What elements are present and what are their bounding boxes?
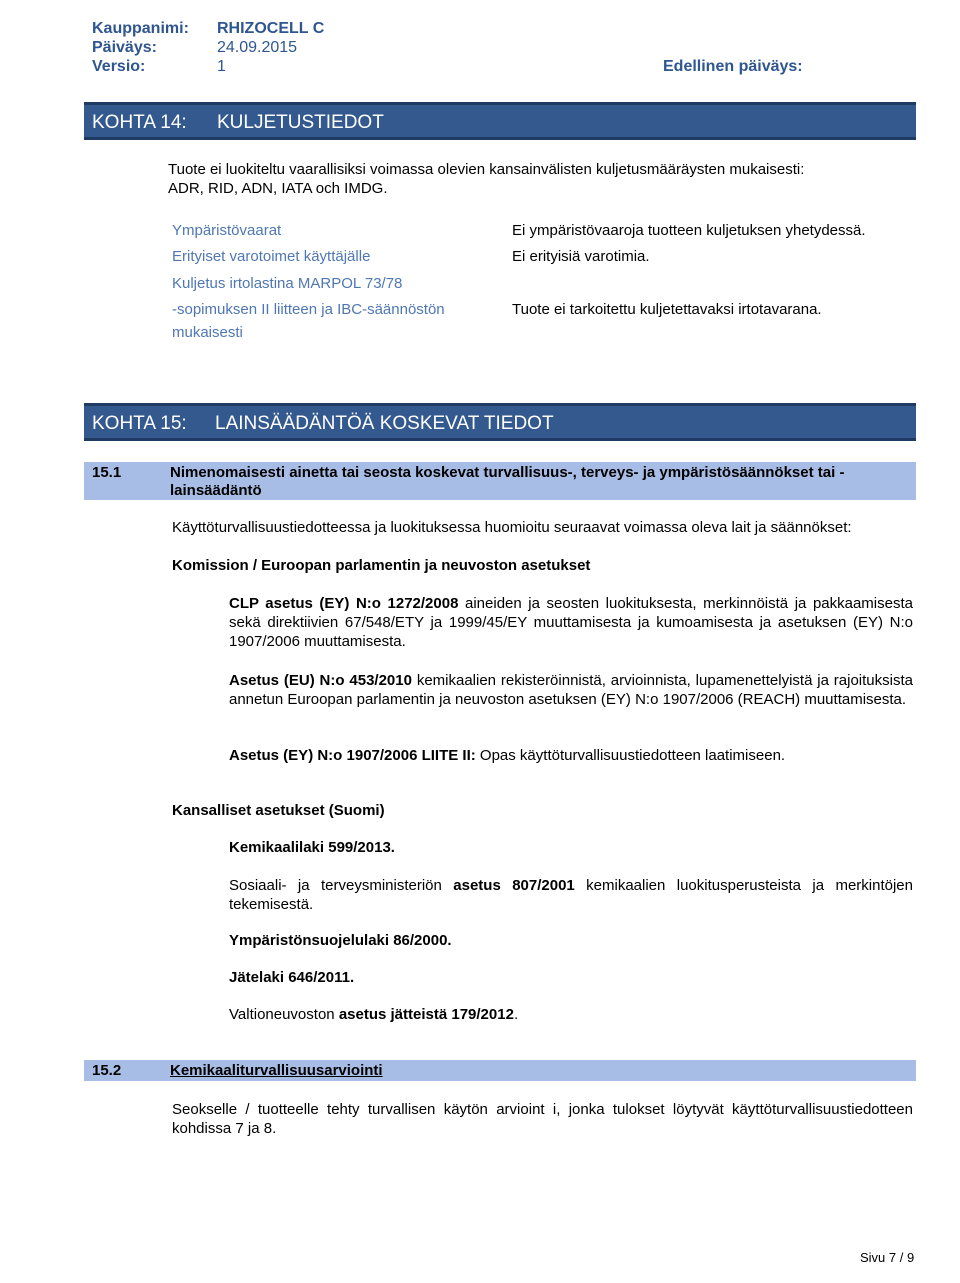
- special-precautions-value: Ei erityisiä varotimia.: [512, 248, 650, 265]
- stm-decree-paragraph: [229, 876, 913, 914]
- section-15-title: LAINSÄÄDÄNTÖÄ KOSKEVAT TIEDOT: [215, 413, 554, 434]
- subsection-15-2-title: Kemikaaliturvallisuusarviointi: [170, 1062, 383, 1079]
- legislation-intro: Käyttöturvallisuustiedotteessa ja luokituksessa huomioitu seuraavat voimassa oleva lait ja säännökset:: [172, 519, 852, 536]
- env-hazards-label: Ympäristövaarat: [172, 222, 282, 239]
- special-precautions-label: Erityiset varotoimet käyttäjälle: [172, 248, 371, 265]
- subsection-15-1-title-line2: lainsäädäntö: [170, 482, 262, 499]
- subsection-15-1-header: [84, 462, 916, 500]
- reach-amendment-text: kemikaalien rekisteröinnistä, arvioinnista, lupamenettelyistä ja rajoituksista annetun Euroopan parlamentin ja neuvoston asetuksen (EY) N:o 1907/2006 (REACH) muuttamisesta.: [229, 672, 913, 708]
- government-decree-pre: Valtioneuvoston: [229, 1006, 339, 1023]
- previous-date-label: Edellinen päiväys:: [663, 58, 803, 75]
- section-15-number: KOHTA 15:: [92, 413, 187, 434]
- environmental-protection-act: Ympäristönsuojelulaki 86/2000.: [229, 932, 452, 949]
- government-decree-post: .: [513, 1006, 519, 1023]
- clp-regulation-title: CLP asetus (EY) N:o 1272/2008: [229, 595, 459, 612]
- annex-ii-title: Asetus (EY) N:o 1907/2006 LIITE II:: [229, 747, 476, 764]
- stm-decree-pre: Sosiaali- ja terveysministeriön: [229, 877, 454, 894]
- page-number: Sivu 7 / 9: [860, 1250, 915, 1265]
- date-value: 24.09.2015: [217, 39, 298, 56]
- government-decree-paragraph: [229, 1006, 518, 1023]
- bulk-transport-label-3: mukaisesti: [172, 324, 243, 341]
- annex-ii-paragraph: [229, 746, 785, 765]
- subsection-15-1-number: 15.1: [92, 464, 122, 481]
- safety-assessment-paragraph: Seokselle / tuotteelle tehty turvallisen käytön arvioint i, jonka tulokset löytyvät käyttöturvallisuustiedotteen kohdissa 7 ja 8.: [172, 1101, 913, 1137]
- annex-ii-text: Opas käyttöturvallisuustiedotteen laatimiseen.: [475, 747, 786, 764]
- government-decree-bold: asetus jätteistä 179/2012: [338, 1006, 514, 1023]
- section-14-header: [84, 102, 916, 140]
- section-14-number: KOHTA 14:: [92, 112, 187, 133]
- clp-regulation-text: aineiden ja seosten luokituksesta, merkinnöistä ja pakkaamisesta sekä direktiivien 67/548/ETY ja 1999/45/EY muuttamisesta ja kumoamisesta ja asetuksen (EY) N:o 1907/2006 muuttamisesta.: [229, 595, 913, 650]
- subsection-15-2-header: [84, 1060, 916, 1081]
- reach-amendment-title: Asetus (EU) N:o 453/2010: [229, 672, 412, 689]
- company-label: Kauppanimi:: [92, 20, 189, 37]
- bulk-transport-label-1: Kuljetus irtolastina MARPOL 73/78: [172, 275, 403, 292]
- section-15-header: [84, 403, 916, 441]
- clp-regulation-paragraph: [229, 594, 913, 651]
- bulk-transport-value: Tuote ei tarkoitettu kuljetettavaksi irtotavarana.: [512, 301, 822, 318]
- national-regulations-heading: Kansalliset asetukset (Suomi): [172, 802, 385, 819]
- env-hazards-value: Ei ympäristövaaroja tuotteen kuljetuksen yhetydessä.: [512, 222, 866, 239]
- stm-decree-post: kemikaalien luokitusperusteista ja merkintöjen tekemisestä.: [229, 877, 913, 913]
- section-14-title: KULJETUSTIEDOT: [217, 112, 384, 133]
- reach-amendment-paragraph: [229, 671, 913, 709]
- subsection-15-2-number: 15.2: [92, 1062, 122, 1079]
- date-label: Päiväys:: [92, 39, 157, 56]
- company-value: RHIZOCELL C: [217, 20, 325, 37]
- stm-decree-bold: asetus 807/2001: [453, 877, 575, 894]
- section-14-intro-line1: Tuote ei luokiteltu vaarallisiksi voimassa olevien kansainvälisten kuljetusmääräysten mukaisesti:: [168, 161, 805, 178]
- subsection-15-1-title-line1: Nimenomaisesti ainetta tai seosta koskevat turvallisuus-, terveys- ja ympäristösäännökset tai -: [170, 464, 845, 481]
- section-14-intro-line2: ADR, RID, ADN, IATA och IMDG.: [168, 180, 388, 197]
- waste-act: Jätelaki 646/2011.: [229, 969, 355, 986]
- eu-regulations-heading: Komission / Euroopan parlamentin ja neuvoston asetukset: [172, 557, 591, 574]
- chemicals-act: Kemikaalilaki 599/2013.: [229, 839, 395, 856]
- bulk-transport-label-2: -sopimuksen II liitteen ja IBC-säännöstön: [172, 301, 445, 318]
- version-label: Versio:: [92, 58, 146, 75]
- version-value: 1: [217, 58, 226, 75]
